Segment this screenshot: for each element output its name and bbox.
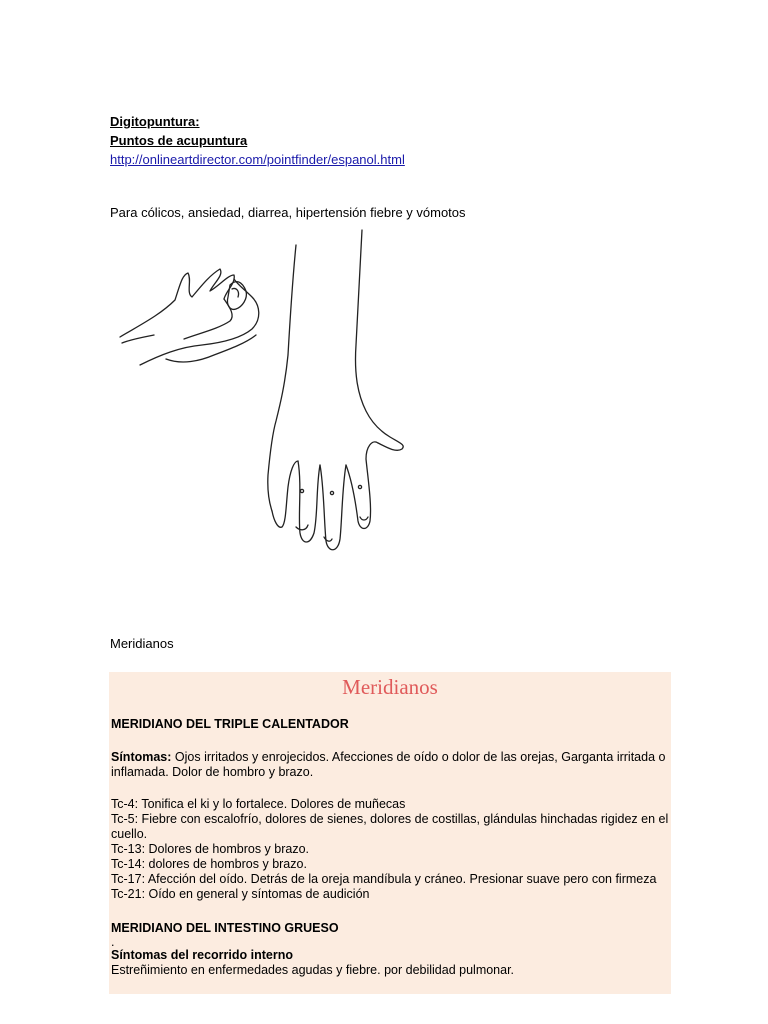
dot-marker: .: [111, 935, 115, 949]
symptoms-text: Ojos irritados y enrojecidos. Afecciones de oído o dolor de las orejas, Garganta irritada o inflamada. Dolor de hombro y brazo.: [111, 750, 666, 779]
point-item: Tc-13: Dolores de hombros y brazo.: [111, 842, 310, 856]
pointfinder-link[interactable]: http://onlineartdirector.com/pointfinder/espanol.html: [110, 152, 405, 167]
point-item: Tc-4: Tonifica el ki y lo fortalece. Dolores de muñecas: [111, 797, 406, 811]
point-item: Tc-14: dolores de hombros y brazo.: [111, 857, 307, 871]
point-item: Tc-17: Afección del oído. Detrás de la oreja mandíbula y cráneo. Presionar suave pero con firmeza: [111, 872, 657, 886]
symptoms-label: Síntomas:: [111, 750, 172, 764]
symptoms-paragraph: [111, 750, 669, 780]
points-list: [111, 797, 669, 902]
section2-text: Estreñimiento en enfermedades agudas y fiebre. por debilidad pulmonar.: [111, 963, 515, 977]
meridianos-box: [109, 672, 671, 994]
box-title: Meridianos: [342, 675, 438, 699]
intro-text: Para cólicos, ansiedad, diarrea, hipertensión fiebre y vómotos: [110, 205, 466, 220]
sub-heading: Síntomas del recorrido interno: [111, 948, 293, 962]
document-subtitle: Puntos de acupuntura: [110, 133, 248, 148]
section-heading-intestino-grueso: MERIDIANO DEL INTESTINO GRUESO: [111, 921, 339, 935]
section-heading-triple-calentador: MERIDIANO DEL TRIPLE CALENTADOR: [111, 717, 349, 731]
point-item: Tc-21: Oído en general y síntomas de audición: [111, 887, 370, 901]
point-item: Tc-5: Fiebre con escalofrío, dolores de sienes, dolores de costillas, glándulas hinchadas rigidez en el cuello.: [111, 812, 669, 841]
hand-acupressure-illustration: [110, 225, 430, 565]
document-title: Digitopuntura:: [110, 114, 200, 129]
meridianos-label: Meridianos: [110, 636, 174, 651]
document-header: [110, 112, 405, 169]
